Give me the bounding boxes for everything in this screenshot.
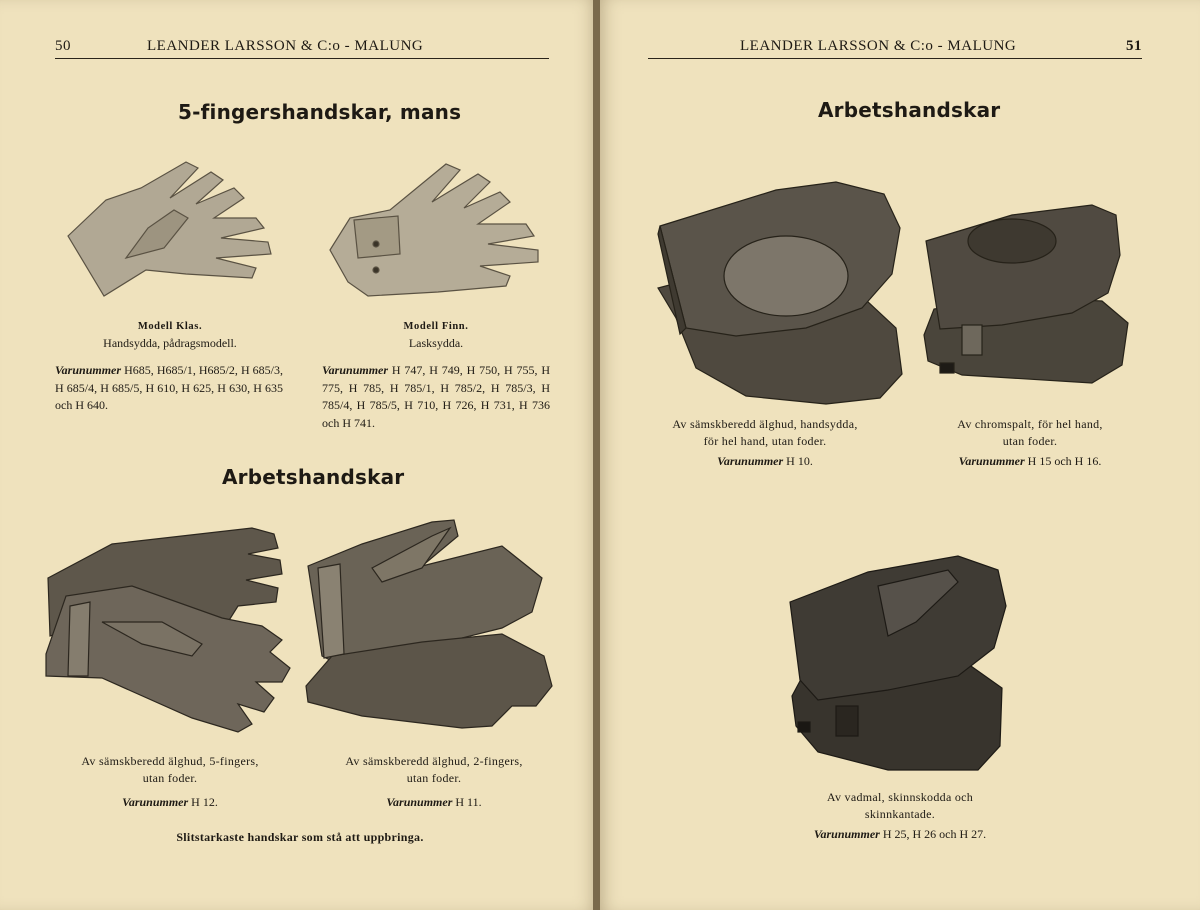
model-klas-desc: Handsydda, pådragsmodell. <box>103 336 237 350</box>
varunummer-list: H685, H685/1, H685/2, H 685/3, H 685/4, H 685/5, H 610, H 625, H 630, H 635 och H 640. <box>55 363 283 412</box>
mitten-chrome-split-desc <box>920 416 1140 450</box>
mitten-elk-hide-image <box>656 178 904 410</box>
left-page-header <box>55 30 549 59</box>
varunummer-list: H 747, H 749, H 750, H 755, H 775, H 785, H 785/1, H 785/2, H 785/3, H 785/4, H 785/5, H 710, H 726, H 731, H 736 och H 741. <box>322 363 550 430</box>
left-header-title: LEANDER LARSSON & C:o - MALUNG <box>147 38 424 54</box>
desc-line: för hel hand, utan foder. <box>703 434 827 448</box>
varunummer-label: Varunummer <box>717 454 784 468</box>
desc-line: utan foder. <box>406 771 462 785</box>
model-finn-varunummer <box>322 362 550 432</box>
left-page <box>0 0 596 910</box>
model-klas-caption <box>60 318 280 352</box>
right-page-header <box>648 30 1142 59</box>
varunummer-list: H 15 och H 16. <box>1027 454 1102 468</box>
glove-klas-image <box>66 158 278 298</box>
mitten-elk-hide-varunummer <box>640 454 890 469</box>
desc-line: utan foder. <box>142 771 198 785</box>
glove-finn-image <box>328 158 543 308</box>
right-page-number: 51 <box>1126 38 1142 54</box>
work-glove-five-finger-desc <box>50 753 290 787</box>
work-glove-two-finger-desc <box>314 753 554 787</box>
work-glove-two-finger-image <box>302 516 554 741</box>
varunummer-list: H 11. <box>455 795 482 809</box>
work-glove-two-finger-varunummer <box>314 795 554 810</box>
desc-line: Av sämskberedd älghud, 2-fingers, <box>345 754 523 768</box>
varunummer-list: H 25, H 26 och H 27. <box>882 827 987 841</box>
right-section-title: Arbetshandskar <box>818 98 1001 122</box>
mitten-vadmal-image <box>788 556 1010 774</box>
desc-line: Av chromspalt, för hel hand, <box>957 417 1103 431</box>
desc-line: Av sämskberedd älghud, 5-fingers, <box>81 754 259 768</box>
mitten-chrome-split-varunummer <box>920 454 1140 469</box>
desc-line: skinnkantade. <box>864 807 936 821</box>
varunummer-list: H 10. <box>786 454 813 468</box>
varunummer-label: Varunummer <box>386 795 453 809</box>
desc-line: utan foder. <box>1002 434 1058 448</box>
varunummer-label: Varunummer <box>813 827 880 841</box>
varunummer-list: H 12. <box>191 795 218 809</box>
model-klas-varunummer <box>55 362 283 415</box>
mitten-vadmal-desc <box>775 789 1025 823</box>
model-klas-name: Modell Klas. <box>137 321 203 332</box>
footer-note: Slitstarkaste handskar som stå att uppbringa. <box>176 830 424 844</box>
section-title-five-finger-gloves: 5-fingershandskar, mans <box>178 100 462 124</box>
varunummer-label: Varunummer <box>958 454 1025 468</box>
model-finn-caption <box>322 318 550 352</box>
right-page <box>600 0 1200 910</box>
section-title-work-gloves: Arbetshandskar <box>222 465 405 489</box>
work-glove-five-finger-image <box>42 526 292 741</box>
varunummer-label: Varunummer <box>122 795 189 809</box>
mitten-chrome-split-image <box>922 205 1132 385</box>
desc-line: Av sämskberedd älghud, handsydda, <box>672 417 858 431</box>
varunummer-label: Varunummer <box>55 363 122 377</box>
desc-line: Av vadmal, skinnskodda och <box>826 790 974 804</box>
model-finn-name: Modell Finn. <box>403 321 469 332</box>
work-glove-five-finger-varunummer <box>50 795 290 810</box>
right-header-title: LEANDER LARSSON & C:o - MALUNG <box>740 38 1017 54</box>
left-page-number: 50 <box>55 38 71 54</box>
model-finn-desc: Lasksydda. <box>408 336 464 350</box>
mitten-vadmal-varunummer <box>775 827 1025 842</box>
mitten-elk-hide-desc <box>640 416 890 450</box>
varunummer-label: Varunummer <box>322 363 389 377</box>
